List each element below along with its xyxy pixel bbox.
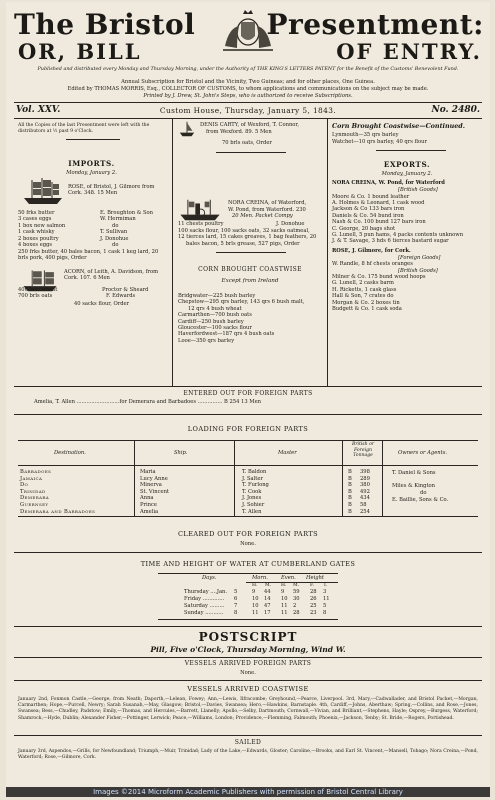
table-cell: 44 — [264, 589, 271, 595]
nora-cargo-line: 11 chests poultry J. Donohue — [178, 221, 305, 227]
rose-export-list — [332, 274, 486, 312]
table-cell: 492 — [360, 488, 370, 495]
list-item: G. Lunell, 2 casks barm — [332, 280, 394, 287]
acorn-import-lines — [18, 287, 168, 300]
british-goods-label: [British Goods] — [398, 267, 438, 274]
nora-cargo-line: 12 tierces lard, 15 cakes greaves, 1 bag feathers, 20 — [178, 234, 317, 240]
postscript-heading: POSTSCRIPT — [198, 630, 298, 644]
nora-export-list — [332, 194, 486, 245]
list-item: 12 qrs 4 bush wheat — [188, 305, 242, 312]
table-cell: 59 — [293, 589, 300, 595]
table-cell: 3 — [323, 589, 327, 595]
table-cell: Trinidad — [20, 488, 46, 495]
table-cell: J. Salter — [242, 475, 263, 482]
nora-cargo-line: 100 sacks flour, 100 sacks oats, 32 sacks oatmeal, — [178, 227, 310, 234]
table-cell: 23 — [310, 610, 317, 616]
tide-col-height: Height — [306, 575, 324, 581]
table-cell: 254 — [360, 508, 370, 515]
printer-line: Printed by J. Drew, St. John's Steps, who is authorized to receive Subscriptions. — [143, 93, 353, 99]
rose-export-header: ROSE, J. Gilmore, for Cork. — [332, 248, 411, 254]
table-cell: Guernsey — [20, 502, 49, 508]
table-cell: Saturday ......... — [184, 603, 225, 609]
table-cell: 26 — [310, 596, 317, 602]
table-cell: B — [348, 502, 352, 508]
list-item: Cardiff—250 bush barley — [178, 318, 244, 325]
table-cell: 14 — [264, 596, 271, 602]
tide-col-even: Even. — [281, 575, 296, 581]
col-header-tonnage: British or Foreign Tonnage — [351, 442, 375, 459]
tide-sub-label: H. — [252, 583, 258, 588]
table-cell: 28 — [310, 589, 317, 595]
corn-coastwise-list — [178, 293, 326, 344]
table-cell: Maria — [140, 469, 156, 475]
table-cell: Anna — [140, 495, 154, 502]
exports-heading: EXPORTS. — [383, 160, 431, 169]
table-cell: 17 — [264, 610, 271, 616]
denis-carty-line-1: DENIS CARTY, of Wexford, T. Connor, — [200, 122, 299, 128]
table-cell: J. Sohier — [242, 502, 265, 508]
tide-col-morn: Morn. — [252, 575, 268, 581]
table-cell: 380 — [360, 482, 370, 489]
list-item: Gloucester—100 sacks flour — [178, 325, 252, 332]
table-cell: 5 — [323, 603, 327, 609]
col-header-ship: Ship. — [174, 450, 188, 456]
tide-sub-label: F. — [310, 583, 314, 588]
tide-sub-label: M. — [265, 583, 272, 588]
editor-line: Edited by THOMAS MORRIS, Esq., COLLECTOR OF CUSTOMS, to whom applications and communications on the subject may be made. — [67, 86, 429, 92]
table-cell: 11 — [281, 603, 288, 609]
loading-heading: LOADING FOR FOREIGN PARTS — [187, 425, 309, 433]
table-cell: 9 — [281, 589, 285, 595]
list-item: Lynmouth—35 qrs barley — [332, 132, 399, 138]
arrived-foreign-heading: VESSELS ARRIVED FOREIGN PARTS — [184, 660, 312, 667]
table-cell: Demerara and Barbadoes — [20, 508, 96, 515]
ship-icon — [178, 120, 196, 138]
table-cell: 398 — [360, 469, 370, 475]
masthead-subtitle-right: OF ENTRY. — [336, 39, 482, 64]
ship-icon — [20, 176, 66, 206]
table-cell: T. Cook — [242, 488, 262, 495]
sailed-heading: SAILED — [234, 739, 262, 746]
table-cell: B — [348, 482, 352, 489]
cleared-out-heading: CLEARED OUT FOR FOREIGN PARTS — [177, 530, 319, 538]
list-item: Nash & Co. 100 bund 127 bars iron — [332, 219, 426, 226]
table-cell: J. Jones — [242, 495, 262, 502]
list-item: Chepstow—295 qrs barley, 143 qrs 6 bush malt, — [178, 299, 305, 306]
entered-out-heading: ENTERED OUT FOR FOREIGN PARTS — [183, 390, 313, 397]
list-item: Budgett & Co. 1 cask soda — [332, 306, 402, 313]
tides-heading: TIME AND HEIGHT OF WATER AT CUMBERLAND GATES — [140, 560, 356, 568]
tide-col-days: Days. — [202, 575, 217, 581]
list-item: Hall & Son, 7 crates do — [332, 293, 394, 300]
table-cell: T. Furlong — [242, 482, 269, 489]
table-cell: 58 — [360, 502, 367, 508]
masthead-subtitle-left: OR, BILL — [18, 39, 142, 64]
rose-import-tail: 250 frks butter, 40 bales bacon, 1 cask 1 keg lard, 20 brls pork, 400 pigs, Order — [18, 249, 159, 262]
table-cell: B — [348, 495, 352, 502]
acorn-import-header: ACORN, of Leith, A. Davidson, from Cork. 107. 6 Men — [64, 269, 159, 282]
list-item: Haverfordwest—187 qrs 4 bush oats — [178, 331, 275, 338]
table-cell: 10 — [252, 596, 259, 602]
list-item: 3 cases eggs W. Hermiman — [18, 216, 136, 223]
imports-date: Monday, January 2. — [66, 170, 117, 176]
nora-header-3: 20 Men. Packet Compy — [232, 213, 293, 219]
list-item: Jackson & Co 133 bars iron — [332, 206, 405, 213]
masthead-title-left: The Bristol — [14, 8, 196, 41]
list-item: 4 boxes eggs do — [18, 241, 119, 248]
british-goods-label: [British Goods] — [398, 187, 438, 193]
corn-coastwise-sub: Except from Ireland — [221, 278, 279, 284]
table-cell: 8 — [323, 610, 327, 616]
table-cell: Friday ............. — [184, 596, 225, 602]
exports-date: Monday, January 2. — [381, 171, 433, 177]
steamship-icon — [178, 196, 222, 224]
col-header-destination: Destination. — [54, 450, 86, 456]
table-cell: 434 — [360, 495, 370, 502]
table-cell: 289 — [360, 475, 370, 482]
list-item: Looe—350 qrs barley — [178, 337, 235, 344]
list-item: 1 box new salmon do — [18, 222, 119, 229]
copyright-footer: Images ©2014 Microform Academic Publishers with permission of Bristol Central Library — [6, 787, 490, 797]
list-item: Carmarthen—700 bush oats — [178, 312, 252, 319]
table-cell: B — [348, 508, 352, 515]
nora-header-2: W. Pond, from Waterford. 230 — [228, 206, 306, 213]
postscript-sub: Pill, Five o'Clock, Thursday Morning, Wind W. — [150, 645, 346, 654]
table-cell: B — [348, 488, 352, 495]
list-item: Moore & Co. 1 bound leather — [332, 193, 410, 200]
cleared-out-line: None. — [240, 541, 256, 547]
agent-cell: Miles & Kington — [392, 483, 436, 489]
table-cell: T. Allen — [242, 508, 262, 515]
list-item: Bridgwater—225 bush barley — [178, 293, 256, 299]
tide-sub-label: I. — [324, 583, 328, 588]
corn-coastwise-heading: CORN BROUGHT COASTWISE — [198, 266, 302, 273]
nora-header-1: NORA CREINA, of Waterford, — [228, 200, 307, 206]
table-cell: 2 — [293, 603, 297, 609]
table-cell: 5 — [234, 589, 238, 595]
list-item: Daniels & Co. 54 bund iron — [332, 212, 404, 219]
royal-crest-icon — [217, 6, 279, 56]
table-cell: Minerva — [140, 482, 162, 489]
denis-carty-cargo: 70 brls oats, Order — [222, 140, 272, 146]
distribution-notice: All the Copies of the last Presentment were left with the distributors at ½ past 9 o'Clock. — [18, 123, 150, 134]
table-cell: 25 — [310, 603, 317, 609]
issue-number: No. 2480. — [431, 105, 480, 115]
tide-sub-label: H. — [281, 583, 287, 588]
table-cell: 28 — [293, 610, 300, 616]
table-cell: Barbadoes — [20, 469, 52, 475]
foreign-goods-label: [Foreign Goods] — [398, 254, 441, 261]
denis-carty-line-2: from Wexford. 89. 5 Men — [206, 128, 272, 135]
arrived-coastwise-heading: VESSELS ARRIVED COASTWISE — [187, 685, 309, 693]
agent-cell: T. Daniel & Sons — [392, 470, 436, 476]
masthead-title-right: Presentment: — [266, 8, 484, 41]
acorn-import-tail: 40 sacks flour, Order — [74, 301, 130, 307]
table-cell: 47 — [264, 603, 271, 609]
table-cell: Jamaica — [20, 475, 43, 482]
table-cell: Prince — [140, 502, 157, 508]
list-item: Morgan & Co. 2 boxes tin — [332, 299, 400, 306]
table-cell: Thursday ....Jan. — [184, 589, 228, 595]
list-item: C. George, 20 bags shot — [332, 225, 396, 232]
list-item: W. Randle, 8 hf chests oranges — [332, 261, 413, 267]
list-item: 2 boxes poultry J. Donohue — [18, 235, 129, 242]
list-item: 50 frks butter E. Broughton & Son — [18, 210, 153, 216]
list-item: Milner & Co. 175 bund wood hoops — [332, 274, 426, 280]
table-cell: Lucy Anne — [140, 475, 168, 482]
table-cell: Demerara — [20, 495, 50, 502]
table-cell: Do — [20, 482, 29, 489]
table-cell: 7 — [234, 603, 238, 609]
table-cell: 10 — [281, 596, 288, 602]
table-cell: Sunday ........... — [184, 610, 224, 616]
list-item: G. Lunell, 5 pun hams, 4 packs contents unknown — [332, 231, 464, 238]
list-item: 400 brls wheat Proctor & Sheard — [18, 287, 149, 293]
table-cell: 6 — [234, 596, 238, 602]
publication-line: Published and distributed every Monday and Thursday Morning, under the Authority of THE KING'S LETTERS PATENT for the Benefit of the Customs' Benevolent Fund. — [37, 66, 459, 72]
table-cell: T. Baldon — [242, 469, 267, 475]
dateline: Custom House, Thursday, January 5, 1843. — [159, 106, 337, 115]
table-cell: 11 — [281, 610, 288, 616]
tide-sub-label: M. — [293, 583, 300, 588]
table-cell: 10 — [252, 603, 259, 609]
arrived-coastwise-text: January 2nd, Fonmon Castle,—George, from Neath; Daporth,—Lelean, Fowey; Ann,—Lewis, Ilfracombe; Greyhound,—Pearce, Liverpool. 3rd, Mary,—Cadwallader, and Bristol Packet,—Morgan, Carmarthen; Hope,—Purcell, Newry; Sarah Susanah,—May, Glasgow; Bristol,—Davies, Swansea; Hero,—Hawkins, Barnstaple. 4th, Cardiff,—Johns, Aberthaw; Spring,—Collins, and Rose,—Jones, Swansea; Bess,—Chudley, Padstow; Emily,—Thomas, and Hercules,—Barrett, Llanelly; Apollo,—Selby, Dartmouth; Cornwall,—Vivian, and Brilliant,—Stephens, Hayle; Osprey,—Burgess, Waterford; Shamrock,—Hyde, Dublin; Alexander Fisher,—Pottinger, Lerwick; Peace,—Williams, London; Providence,—Flemming, Falmouth; Phoenix,—Jackson, Tenby; St. Bride,—Rogers, Portishead. — [18, 697, 478, 721]
volume-number: Vol. XXV. — [16, 105, 61, 115]
list-item: A. Holmes & Leonard, 1 cask wood — [332, 199, 425, 206]
agent-cell: do — [420, 490, 427, 496]
subscription-line: Annual Subscription for Bristol and the Vicinity, Two Guineas; and for other places, One Guinea. — [121, 79, 375, 85]
table-cell: B — [348, 475, 352, 482]
rose-import-header: ROSE, of Bristol, J. Gilmore from Cork. 348. 15 Men — [68, 184, 155, 197]
col-header-owners: Owners or Agents. — [398, 450, 448, 456]
table-cell: 30 — [293, 596, 300, 602]
table-cell: St. Vincent — [140, 488, 169, 495]
list-item: J. & T. Savage, 3 hds 6 tierces bastard sugar — [332, 238, 449, 245]
nora-cargo-line: bales bacon, 5 brls grease, 527 pigs, Order — [186, 240, 300, 247]
corn-continued-heading: Corn Brought Coastwise—Continued. — [332, 122, 466, 130]
list-item: Watchet—10 qrs barley, 40 qrs flour — [332, 138, 427, 145]
table-cell: 11 — [323, 596, 330, 602]
arrived-foreign-line: None. — [240, 670, 256, 676]
list-item: H. Ricketts, 1 cask glass — [332, 286, 397, 293]
table-cell: 9 — [252, 589, 256, 595]
table-cell: Amelia — [140, 508, 159, 515]
list-item: 1 cask whisky T. Sullivan — [18, 229, 128, 236]
table-cell: 8 — [234, 610, 238, 616]
table-cell: 11 — [252, 610, 259, 616]
entered-out-line: Amelia, T. Allen ..........................for Demerara and Barbadoes ............... B 254 13 Men — [34, 399, 262, 405]
sailed-text: January 3rd, Aspendos,—Grills, for Newfoundland; Triumph,—Muir, Trinidad; Lady of the Lake,—Edwards, Gloster; Caroline,—Brooks, and Earl St. Vincent,—Mansell, Tobago; Nora Creina,—Pond, Waterford; Rose,—Gilmore, Cork. — [18, 749, 478, 761]
imports-heading: IMPORTS. — [68, 159, 115, 168]
newspaper-page — [6, 2, 490, 797]
col-header-master: Master — [278, 450, 297, 456]
list-item: 700 brls oats F. Edwards — [18, 293, 136, 300]
rose-import-lines — [18, 210, 168, 248]
agent-cell: E. Baillie, Sons & Co. — [392, 497, 449, 503]
nora-export-header: NORA CREINA, W. Pond, for Waterford — [332, 180, 445, 186]
table-cell: B — [348, 469, 352, 475]
